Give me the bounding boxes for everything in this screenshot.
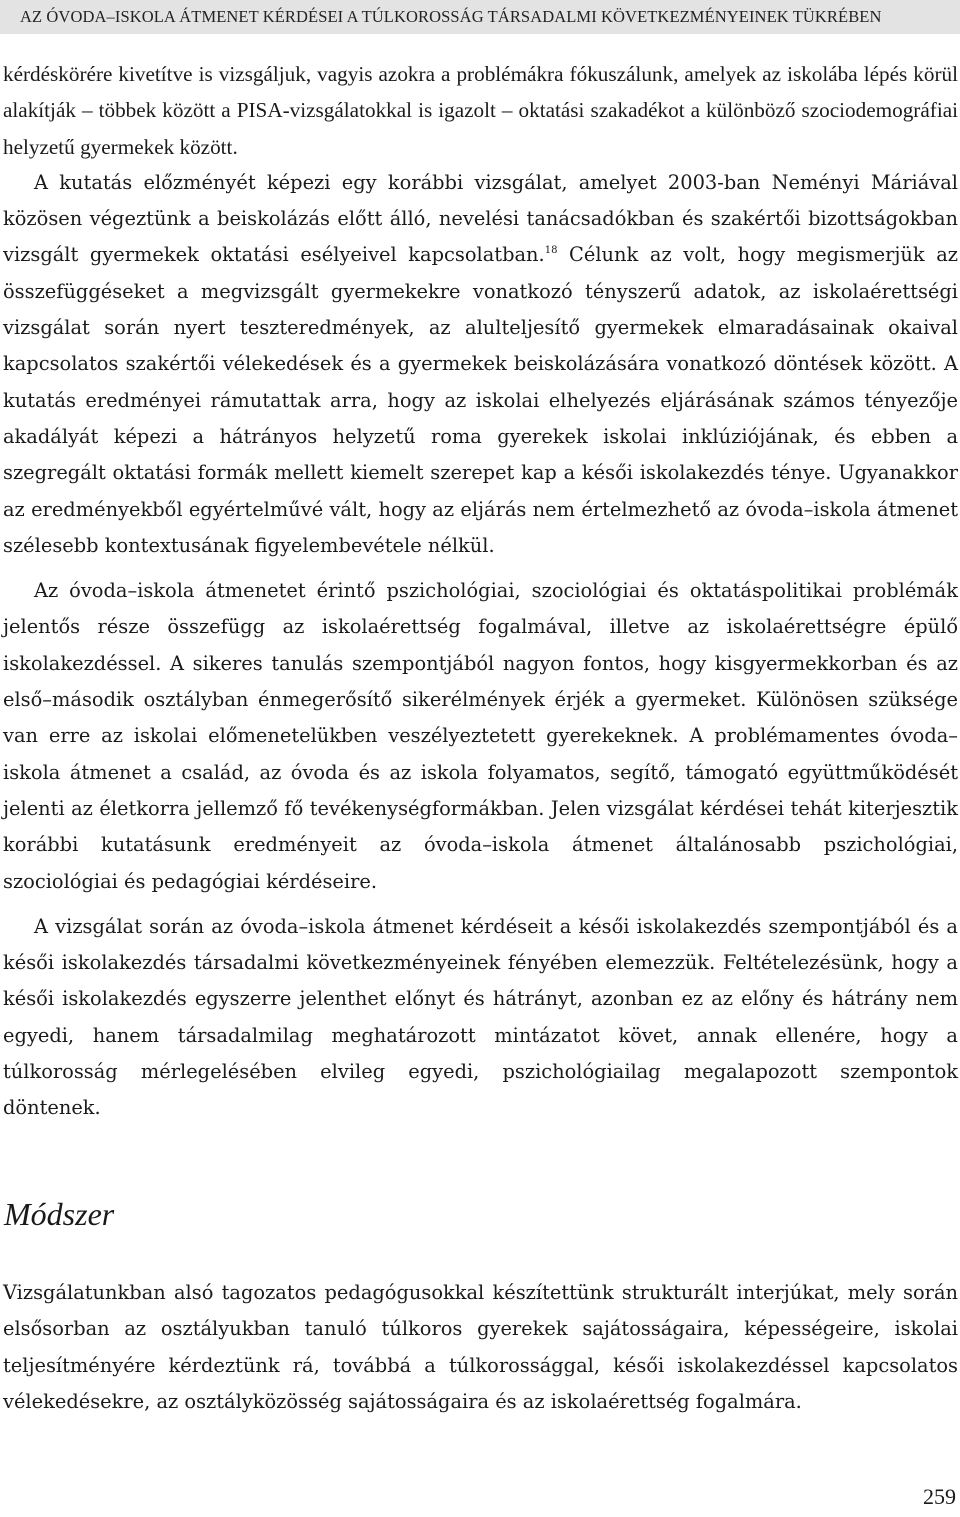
paragraph-continuation: kérdéskörére kivetítve is vizsgáljuk, vagyis azokra a problémákra fókuszálunk, amelyek az iskolába lépés körül alakítják – többek között a PISA-vizsgálatokkal is igazolt – oktatási szakadékot a különböző szociodemográfiai helyzetű gyermekek között. [3, 62, 958, 159]
running-head: AZ ÓVODA–ISKOLA ÁTMENET KÉRDÉSEI A TÚLKOROSSÁG TÁRSADALMI KÖVETKEZMÉNYEINEK TÜKRÉBEN [0, 0, 960, 34]
paragraph-transition-problems: Az óvoda–iskola átmenetet érintő pszichológiai, szociológiai és oktatáspolitikai problémák jelentős része összefügg az iskolaérettség fogalmával, illetve az iskolaérettségre épülő iskolakezdéssel. A sikeres tanulás szempontjából nagyon fontos, hogy kisgyermekkorban és az első–második osztályban énmegerősítő sikerélmények érjék a gyermeket. Különösen szüksége van erre az iskolai előmenetelükben veszélyeztetett gyerekeknek. A problémamentes óvoda–iskola átmenet a család, az óvoda és az iskola folyamatos, segítő, támogató együttműködését jelenti az életkorra jellemző fő tevékenységformákban. Jelen vizsgálat kérdései tehát kiterjesztik korábbi kutatásunk eredményeit az óvoda–iskola átmenet általánosabb pszichológiai, szociológiai és pedagógiai kérdéseire. [3, 579, 958, 893]
paragraph-hypothesis: A vizsgálat során az óvoda–iskola átmenet kérdéseit a késői iskolakezdés szempontjából és a késői iskolakezdés társadalmi következményeinek fényében elemezzük. Feltételezésünk, hogy a késői iskolakezdés egyszerre jelenthet előnyt és hátrányt, azonban ez az előny és hátrány nem egyedi, hanem társadalmilag meghatározott mintázatot követ, annak ellenére, hogy a túlkorosság mérlegelésében elvileg egyedi, pszichológiailag megalapozott szempontok döntenek. [3, 914, 958, 1120]
body-text [3, 56, 958, 1127]
footnote-reference: 18 [544, 245, 558, 257]
page-number: 259 [923, 1484, 956, 1509]
paragraph-background-text: A kutatás előzményét képezi egy korábbi vizsgálat, amelyet 2003-ban Neményi Máriával közösen végeztünk a beiskolázás előtt álló, nevelési tanácsadókban és szakértői bizottságokban vizsgált gyermekek oktatási esélyeivel kapcsolatban. [3, 170, 958, 267]
paragraph-background [3, 165, 958, 564]
paragraph-goal-text: Célunk az volt, hogy megismerjük az összefüggéseket a megvizsgált gyermekekre vonatkozó tényszerű adatok, az iskolaérettségi vizsgálat során nyert teszteredmények, az alulteljesítő gyermekek elmaradásainak okaival kapcsolatos szakértői vélekedések és a gyermekek beiskolázására vonatkozó döntések között. A kutatás eredményei rámutattak arra, hogy az iskolai elhelyezés eljárásának számos tényezője akadályát képezi a hátrányos helyzetű roma gyerekek iskolai inklúziójának, és ebben a szegregált oktatási formák mellett kiemelt szerepet kap a késői iskolakezdés ténye. Ugyanakkor az eredményekből egyértelművé vált, hogy az eljárás nem értelmezhető az óvoda–iskola átmenet szélesebb kontextusának figyelembevétele nélkül. [3, 243, 958, 557]
paragraph-method: Vizsgálatunkban alsó tagozatos pedagógusokkal készítettünk strukturált interjúkat, mely során elsősorban az osztályukban tanuló túlkoros gyerekek sajátosságaira, képességeire, iskolai teljesítményére kérdeztünk rá, továbbá a túlkorossággal, késői iskolakezdéssel kapcsolatos vélekedésekre, az osztályközösség sajátosságaira és az iskolaérettség fogalmára. [3, 1281, 958, 1413]
section-heading: Módszer [4, 1196, 115, 1232]
method-section [3, 1275, 958, 1420]
